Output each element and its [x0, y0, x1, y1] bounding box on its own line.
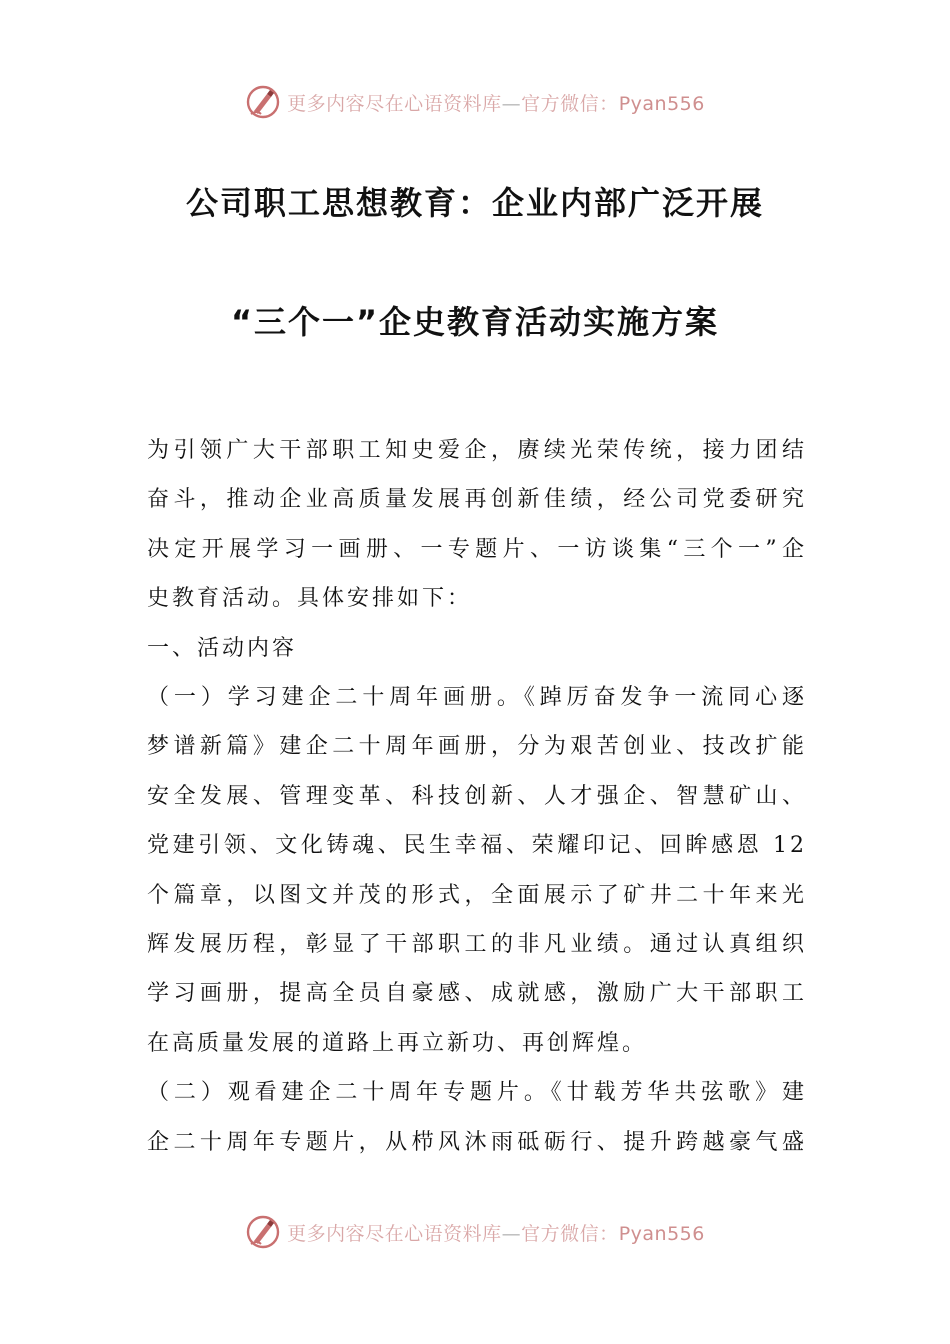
- item-2-paragraph: （二）观看建企二十周年专题片。《廿载芳华共弦歌》建 企二十周年专题片，从栉风沐雨砥砺行、提升跨越豪气盛: [147, 1080, 807, 1155]
- watermark-text: 更多内容尽在心语资料库—官方微信：Pyan556: [287, 92, 705, 115]
- document-body: [147, 426, 807, 1167]
- section-heading: 一、活动内容: [147, 635, 298, 661]
- document-title-line-1: 公司职工思想教育：企业内部广泛开展: [185, 184, 764, 222]
- watermark-header: [0, 82, 950, 122]
- watermark-text: 更多内容尽在心语资料库—官方微信：Pyan556: [287, 1222, 705, 1245]
- intro-paragraph: 为引领广大干部职工知史爱企，赓续光荣传统，接力团结 奋斗，推动企业高质量发展再创新佳绩，经公司党委研究 决定开展学习一画册、一专题片、一访谈集“三个一”企 史教育活动。具体安排如下：: [147, 438, 807, 612]
- item-1-paragraph: （一）学习建企二十周年画册。《踔厉奋发争一流同心逐 梦谱新篇》建企二十周年画册，分为艰苦创业、技改扩能 安全发展、管理变革、科技创新、人才强企、智慧矿山、 党建引领、文化铸魂、民生幸福、荣耀印记、回眸感恩 12 个篇章，以图文并茂的形式，全面展示了矿井二十年来光 辉发展历程，彰显了干部职工的非凡业绩。通过认真组织 学习画册，提高全员自豪感、成就感，激励广大干部职工 在高质量发展的道路上再立新功、再创辉煌。: [147, 685, 807, 1056]
- pen-logo-icon: [245, 84, 281, 120]
- pen-logo-icon: [245, 1214, 281, 1250]
- document-title-line-2: “三个一”企史教育活动实施方案: [230, 303, 720, 341]
- watermark-footer: [0, 1212, 950, 1252]
